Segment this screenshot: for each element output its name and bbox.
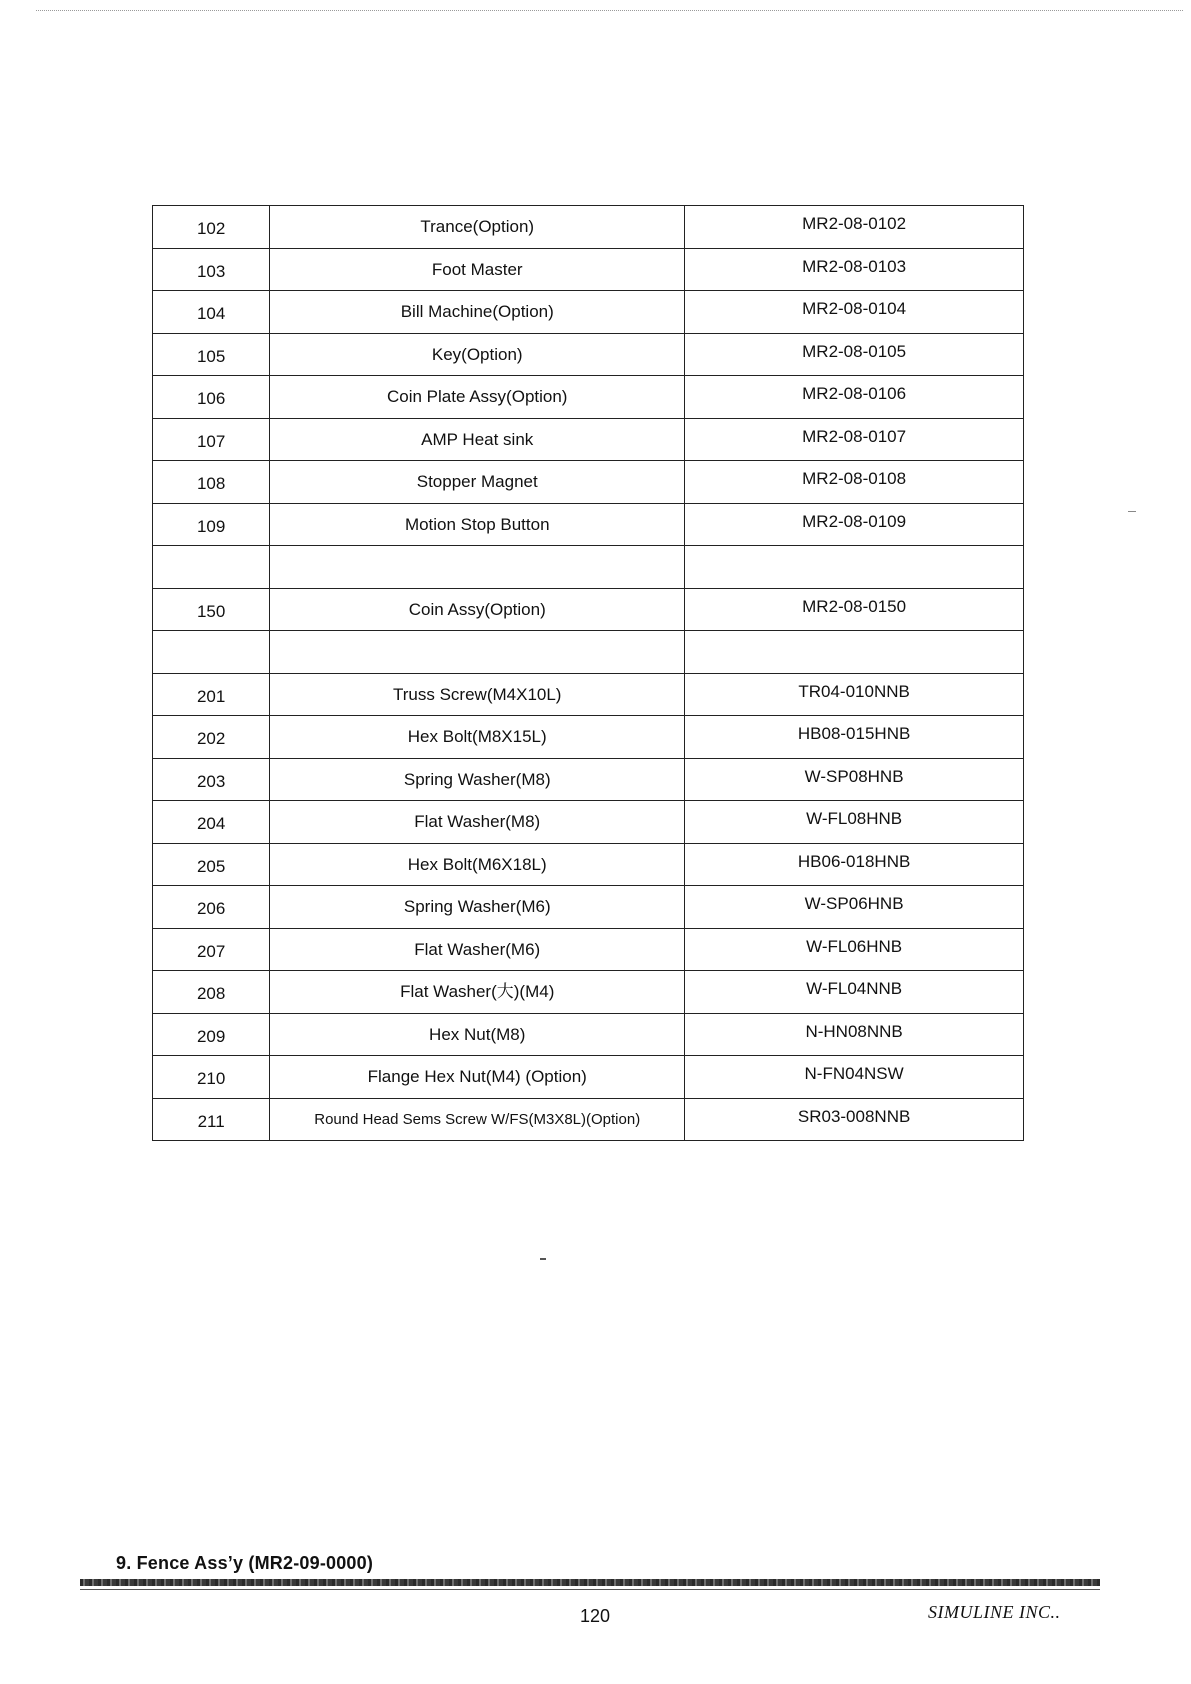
part-code: W-FL04NNB — [685, 971, 1024, 1014]
table-row — [153, 758, 1024, 801]
table-row — [153, 503, 1024, 546]
part-code: MR2-08-0150 — [685, 588, 1024, 631]
part-name: Flat Washer(M6) — [270, 928, 685, 971]
part-name: Foot Master — [270, 248, 685, 291]
table-row — [153, 843, 1024, 886]
part-code: MR2-08-0108 — [685, 461, 1024, 504]
part-name: Truss Screw(M4X10L) — [270, 673, 685, 716]
part-name: Hex Nut(M8) — [270, 1013, 685, 1056]
part-code: W-SP06HNB — [685, 886, 1024, 929]
table-row — [153, 418, 1024, 461]
table-row — [153, 886, 1024, 929]
part-name: Hex Bolt(M6X18L) — [270, 843, 685, 886]
part-code: MR2-08-0105 — [685, 333, 1024, 376]
part-number: 106 — [153, 376, 270, 419]
part-code: HB08-015HNB — [685, 716, 1024, 759]
table-row — [153, 291, 1024, 334]
table-row — [153, 461, 1024, 504]
part-number: 204 — [153, 801, 270, 844]
part-name: Hex Bolt(M8X15L) — [270, 716, 685, 759]
part-name: Trance(Option) — [270, 206, 685, 249]
part-number: 107 — [153, 418, 270, 461]
table-row — [153, 801, 1024, 844]
part-number: 108 — [153, 461, 270, 504]
part-number: 109 — [153, 503, 270, 546]
table-row — [153, 716, 1024, 759]
table-row — [153, 206, 1024, 249]
part-code: TR04-010NNB — [685, 673, 1024, 716]
table-row — [153, 333, 1024, 376]
part-code: N-FN04NSW — [685, 1056, 1024, 1099]
parts-table-body — [153, 206, 1024, 1141]
part-number: 104 — [153, 291, 270, 334]
parts-table — [152, 205, 1024, 1141]
scan-dotted-edge — [36, 10, 1183, 11]
part-name: Spring Washer(M8) — [270, 758, 685, 801]
part-code: MR2-08-0107 — [685, 418, 1024, 461]
part-name — [270, 546, 685, 589]
table-row — [153, 248, 1024, 291]
part-code: MR2-08-0102 — [685, 206, 1024, 249]
part-code: SR03-008NNB — [685, 1098, 1024, 1141]
part-number: 206 — [153, 886, 270, 929]
part-name: Key(Option) — [270, 333, 685, 376]
table-row — [153, 588, 1024, 631]
table-row — [153, 673, 1024, 716]
part-number: 205 — [153, 843, 270, 886]
part-code: MR2-08-0103 — [685, 248, 1024, 291]
part-number: 207 — [153, 928, 270, 971]
part-code: W-FL08HNB — [685, 801, 1024, 844]
scan-mark — [1128, 511, 1136, 512]
part-code — [685, 546, 1024, 589]
part-name — [270, 631, 685, 674]
table-row — [153, 1098, 1024, 1141]
part-number: 103 — [153, 248, 270, 291]
part-name: AMP Heat sink — [270, 418, 685, 461]
part-code: MR2-08-0104 — [685, 291, 1024, 334]
part-number: 202 — [153, 716, 270, 759]
company-name: SIMULINE INC.. — [928, 1602, 1061, 1622]
part-name: Flat Washer(大)(M4) — [270, 971, 685, 1014]
part-code: N-HN08NNB — [685, 1013, 1024, 1056]
table-row-empty — [153, 631, 1024, 674]
part-number: 210 — [153, 1056, 270, 1099]
table-row — [153, 971, 1024, 1014]
table-row — [153, 1056, 1024, 1099]
page-number: 120 — [580, 1606, 611, 1626]
part-number: 208 — [153, 971, 270, 1014]
part-name: Coin Assy(Option) — [270, 588, 685, 631]
part-name: Motion Stop Button — [270, 503, 685, 546]
part-number: 209 — [153, 1013, 270, 1056]
part-number: 203 — [153, 758, 270, 801]
part-name: Round Head Sems Screw W/FS(M3X8L)(Option) — [270, 1098, 685, 1141]
footer-rule-underline — [80, 1589, 1100, 1590]
part-number: 105 — [153, 333, 270, 376]
part-number: 211 — [153, 1098, 270, 1141]
part-number — [153, 546, 270, 589]
part-name: Spring Washer(M6) — [270, 886, 685, 929]
part-number: 150 — [153, 588, 270, 631]
footer-rule — [80, 1579, 1100, 1586]
part-number: 201 — [153, 673, 270, 716]
part-code — [685, 631, 1024, 674]
table-row-empty — [153, 546, 1024, 589]
part-code: HB06-018HNB — [685, 843, 1024, 886]
part-code: W-SP08HNB — [685, 758, 1024, 801]
part-name: Flange Hex Nut(M4) (Option) — [270, 1056, 685, 1099]
part-name: Flat Washer(M8) — [270, 801, 685, 844]
table-row — [153, 376, 1024, 419]
part-code: MR2-08-0109 — [685, 503, 1024, 546]
part-code: W-FL06HNB — [685, 928, 1024, 971]
scan-speck — [540, 1258, 546, 1260]
table-row — [153, 928, 1024, 971]
part-name: Stopper Magnet — [270, 461, 685, 504]
part-number — [153, 631, 270, 674]
section-title: 9. Fence Ass’y (MR2-09-0000) — [116, 1553, 374, 1573]
table-row — [153, 1013, 1024, 1056]
part-number: 102 — [153, 206, 270, 249]
part-name: Bill Machine(Option) — [270, 291, 685, 334]
part-code: MR2-08-0106 — [685, 376, 1024, 419]
part-name: Coin Plate Assy(Option) — [270, 376, 685, 419]
